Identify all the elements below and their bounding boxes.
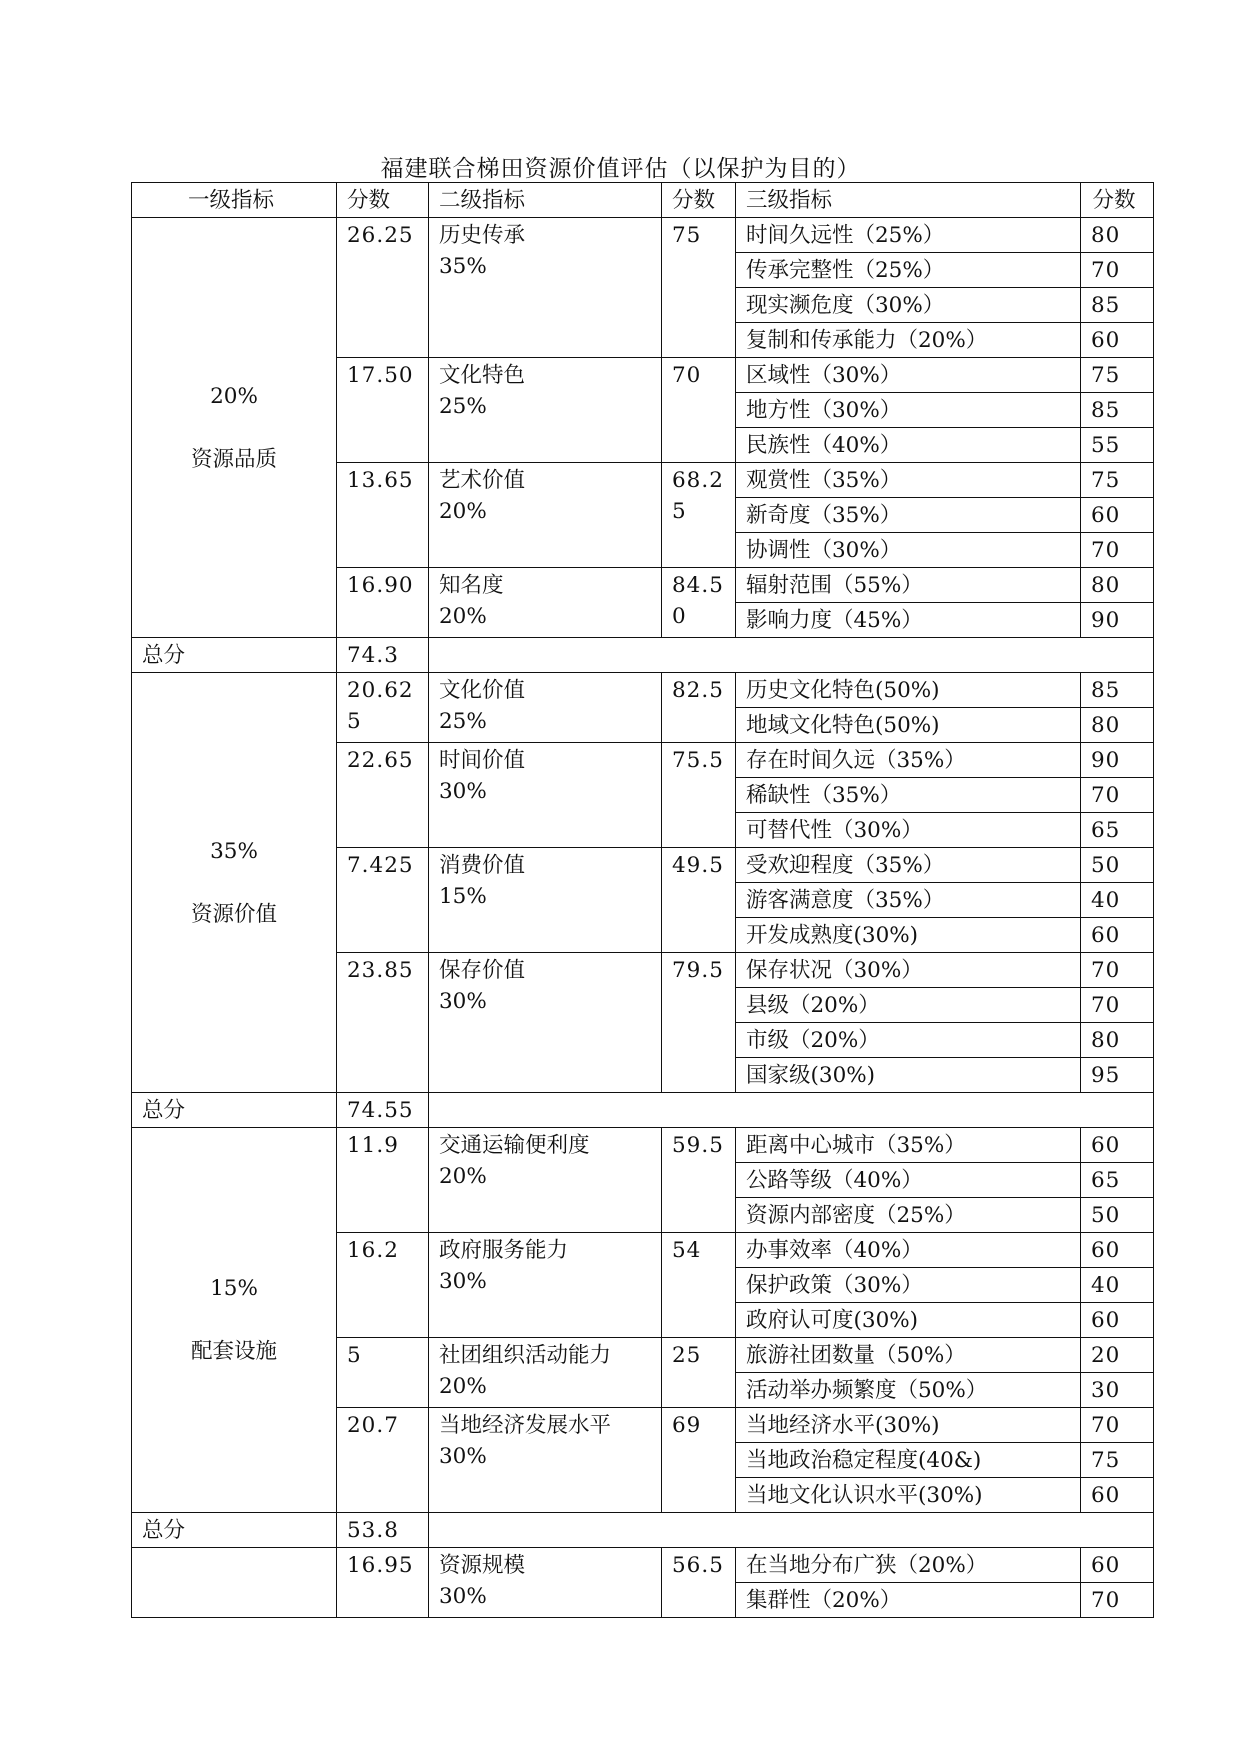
total-row xyxy=(132,1093,1154,1128)
level3-name: 开发成熟度(30%) xyxy=(736,918,1081,953)
level2-score: 16.95 xyxy=(337,1548,429,1618)
table-row xyxy=(132,218,1154,253)
level3-score: 70 xyxy=(1081,253,1154,288)
total-label: 总分 xyxy=(132,1093,337,1128)
total-blank xyxy=(429,1093,1154,1128)
level2-name xyxy=(429,1338,662,1408)
total-blank xyxy=(429,1513,1154,1548)
level2-name xyxy=(429,1233,662,1338)
total-value: 74.55 xyxy=(337,1093,429,1128)
level2-score: 20.625 xyxy=(337,673,429,743)
level3-score: 55 xyxy=(1081,428,1154,463)
level3-score: 60 xyxy=(1081,1128,1154,1163)
level3-name: 当地文化认识水平(30%) xyxy=(736,1478,1081,1513)
column-header: 一级指标 xyxy=(132,183,337,218)
level3-name: 存在时间久远（35%） xyxy=(736,743,1081,778)
level3-score: 60 xyxy=(1081,1548,1154,1583)
level3-score: 90 xyxy=(1081,603,1154,638)
level2-value: 70 xyxy=(662,358,736,463)
level2-label: 交通运输便利度 xyxy=(439,1133,590,1158)
level3-name: 协调性（30%） xyxy=(736,533,1081,568)
level2-weight: 30% xyxy=(439,1584,487,1609)
level2-name xyxy=(429,1548,662,1618)
level3-name: 复制和传承能力（20%） xyxy=(736,323,1081,358)
level3-name: 现实濒危度（30%） xyxy=(736,288,1081,323)
total-row xyxy=(132,638,1154,673)
total-value: 74.3 xyxy=(337,638,429,673)
table-row xyxy=(132,1548,1154,1583)
level3-score: 65 xyxy=(1081,1163,1154,1198)
level3-name: 政府认可度(30%) xyxy=(736,1303,1081,1338)
level2-label: 社团组织活动能力 xyxy=(439,1343,612,1368)
level2-score: 22.65 xyxy=(337,743,429,848)
column-header: 分数 xyxy=(662,183,736,218)
level2-label: 保存价值 xyxy=(439,958,526,983)
level2-value: 54 xyxy=(662,1233,736,1338)
level2-label: 历史传承 xyxy=(439,223,526,248)
level3-score: 20 xyxy=(1081,1338,1154,1373)
level3-name: 地方性（30%） xyxy=(736,393,1081,428)
level1-name: 资源品质 xyxy=(190,446,277,472)
level2-label: 政府服务能力 xyxy=(439,1238,569,1263)
level3-score: 80 xyxy=(1081,708,1154,743)
level1-cell xyxy=(132,673,337,1093)
level3-name: 市级（20%） xyxy=(736,1023,1081,1058)
level2-score: 5 xyxy=(337,1338,429,1408)
level3-name: 传承完整性（25%） xyxy=(736,253,1081,288)
level2-label: 艺术价值 xyxy=(439,468,526,493)
level3-score: 30 xyxy=(1081,1373,1154,1408)
level2-label: 消费价值 xyxy=(439,853,526,878)
column-header: 二级指标 xyxy=(429,183,662,218)
level3-name: 公路等级（40%） xyxy=(736,1163,1081,1198)
level3-score: 80 xyxy=(1081,218,1154,253)
level3-score: 60 xyxy=(1081,1303,1154,1338)
table-row xyxy=(132,673,1154,708)
level3-score: 80 xyxy=(1081,1023,1154,1058)
level2-score: 11.9 xyxy=(337,1128,429,1233)
level2-value: 84.50 xyxy=(662,568,736,638)
level2-weight: 30% xyxy=(439,779,487,804)
level3-name: 当地经济水平(30%) xyxy=(736,1408,1081,1443)
level3-score: 60 xyxy=(1081,323,1154,358)
level2-name xyxy=(429,1408,662,1513)
level2-weight: 15% xyxy=(439,884,487,909)
level3-score: 75 xyxy=(1081,1443,1154,1478)
level2-value: 75 xyxy=(662,218,736,358)
level3-score: 50 xyxy=(1081,848,1154,883)
level2-weight: 25% xyxy=(439,709,487,734)
level3-score: 65 xyxy=(1081,813,1154,848)
level3-score: 75 xyxy=(1081,358,1154,393)
level2-label: 文化特色 xyxy=(439,363,526,388)
level2-score: 7.425 xyxy=(337,848,429,953)
level2-value: 59.5 xyxy=(662,1128,736,1233)
total-row xyxy=(132,1513,1154,1548)
level3-name: 国家级(30%) xyxy=(736,1058,1081,1093)
level3-name: 可替代性（30%） xyxy=(736,813,1081,848)
level2-value: 68.25 xyxy=(662,463,736,568)
level2-weight: 35% xyxy=(439,254,487,279)
level2-value: 49.5 xyxy=(662,848,736,953)
page-title: 福建联合梯田资源价值评估（以保护为目的） xyxy=(380,156,861,182)
level3-name: 辐射范围（55%） xyxy=(736,568,1081,603)
level3-name: 地域文化特色(50%) xyxy=(736,708,1081,743)
level2-label: 当地经济发展水平 xyxy=(439,1413,612,1438)
level3-name: 时间久远性（25%） xyxy=(736,218,1081,253)
level1-name: 配套设施 xyxy=(190,1339,277,1364)
level3-name: 办事效率（40%） xyxy=(736,1233,1081,1268)
level2-weight: 20% xyxy=(439,499,487,524)
level2-score: 16.90 xyxy=(337,568,429,638)
level3-score: 90 xyxy=(1081,743,1154,778)
level3-score: 70 xyxy=(1081,1583,1154,1618)
level2-name xyxy=(429,673,662,743)
level3-name: 活动举办频繁度（50%） xyxy=(736,1373,1081,1408)
total-blank xyxy=(429,638,1154,673)
evaluation-table xyxy=(131,182,1154,1618)
level2-score: 23.85 xyxy=(337,953,429,1093)
level2-name xyxy=(429,358,662,463)
level1-name: 资源价值 xyxy=(190,901,277,927)
total-label: 总分 xyxy=(132,638,337,673)
level2-label: 时间价值 xyxy=(439,748,526,773)
level3-name: 民族性（40%） xyxy=(736,428,1081,463)
level1-cell xyxy=(132,1548,337,1618)
level3-score: 60 xyxy=(1081,498,1154,533)
level3-name: 县级（20%） xyxy=(736,988,1081,1023)
level3-score: 60 xyxy=(1081,918,1154,953)
level3-name: 新奇度（35%） xyxy=(736,498,1081,533)
level3-score: 85 xyxy=(1081,673,1154,708)
level2-value: 56.5 xyxy=(662,1548,736,1618)
level2-score: 26.25 xyxy=(337,218,429,358)
level3-score: 40 xyxy=(1081,883,1154,918)
level2-name xyxy=(429,218,662,358)
level3-score: 70 xyxy=(1081,1408,1154,1443)
level3-name: 游客满意度（35%） xyxy=(736,883,1081,918)
level3-score: 40 xyxy=(1081,1268,1154,1303)
level3-score: 70 xyxy=(1081,953,1154,988)
level3-score: 70 xyxy=(1081,988,1154,1023)
level3-name: 旅游社团数量（50%） xyxy=(736,1338,1081,1373)
level1-cell xyxy=(132,218,337,638)
level2-value: 69 xyxy=(662,1408,736,1513)
level2-label: 资源规模 xyxy=(439,1553,526,1578)
level2-score: 20.7 xyxy=(337,1408,429,1513)
level3-name: 区域性（30%） xyxy=(736,358,1081,393)
level3-name: 距离中心城市（35%） xyxy=(736,1128,1081,1163)
total-label: 总分 xyxy=(132,1513,337,1548)
level3-score: 75 xyxy=(1081,463,1154,498)
level3-score: 60 xyxy=(1081,1478,1154,1513)
table-row xyxy=(132,1128,1154,1163)
column-header: 分数 xyxy=(337,183,429,218)
column-header: 分数 xyxy=(1081,183,1154,218)
level2-weight: 20% xyxy=(439,604,487,629)
level2-weight: 30% xyxy=(439,989,487,1014)
level3-score: 60 xyxy=(1081,1233,1154,1268)
level3-name: 受欢迎程度（35%） xyxy=(736,848,1081,883)
level3-score: 50 xyxy=(1081,1198,1154,1233)
level2-name xyxy=(429,743,662,848)
level2-value: 25 xyxy=(662,1338,736,1408)
level2-score: 17.50 xyxy=(337,358,429,463)
column-header: 三级指标 xyxy=(736,183,1081,218)
level2-value: 75.5 xyxy=(662,743,736,848)
level2-label: 文化价值 xyxy=(439,678,526,703)
level2-name xyxy=(429,848,662,953)
level3-score: 85 xyxy=(1081,288,1154,323)
level3-name: 当地政治稳定程度(40&) xyxy=(736,1443,1081,1478)
level3-score: 80 xyxy=(1081,568,1154,603)
level3-score: 70 xyxy=(1081,778,1154,813)
level3-name: 保存状况（30%） xyxy=(736,953,1081,988)
header-row xyxy=(132,183,1154,218)
level2-label: 知名度 xyxy=(439,573,504,598)
level1-cell xyxy=(132,1128,337,1513)
level1-weight: 15% xyxy=(210,1276,258,1301)
level2-score: 13.65 xyxy=(337,463,429,568)
level2-weight: 25% xyxy=(439,394,487,419)
total-value: 53.8 xyxy=(337,1513,429,1548)
level3-score: 85 xyxy=(1081,393,1154,428)
level3-name: 在当地分布广狭（20%） xyxy=(736,1548,1081,1583)
level3-name: 稀缺性（35%） xyxy=(736,778,1081,813)
level2-name xyxy=(429,463,662,568)
level3-score: 70 xyxy=(1081,533,1154,568)
level2-weight: 30% xyxy=(439,1444,487,1469)
level1-weight: 20% xyxy=(210,383,258,409)
level3-name: 影响力度（45%） xyxy=(736,603,1081,638)
level3-name: 集群性（20%） xyxy=(736,1583,1081,1618)
level3-name: 保护政策（30%） xyxy=(736,1268,1081,1303)
level2-name xyxy=(429,568,662,638)
level2-value: 79.5 xyxy=(662,953,736,1093)
level3-name: 资源内部密度（25%） xyxy=(736,1198,1081,1233)
level2-weight: 30% xyxy=(439,1269,487,1294)
level2-weight: 20% xyxy=(439,1164,487,1189)
level2-value: 82.5 xyxy=(662,673,736,743)
level2-weight: 20% xyxy=(439,1374,487,1399)
level3-name: 历史文化特色(50%) xyxy=(736,673,1081,708)
level2-name xyxy=(429,953,662,1093)
level1-weight: 35% xyxy=(210,838,258,864)
level3-name: 观赏性（35%） xyxy=(736,463,1081,498)
level2-score: 16.2 xyxy=(337,1233,429,1338)
level3-score: 95 xyxy=(1081,1058,1154,1093)
level2-name xyxy=(429,1128,662,1233)
